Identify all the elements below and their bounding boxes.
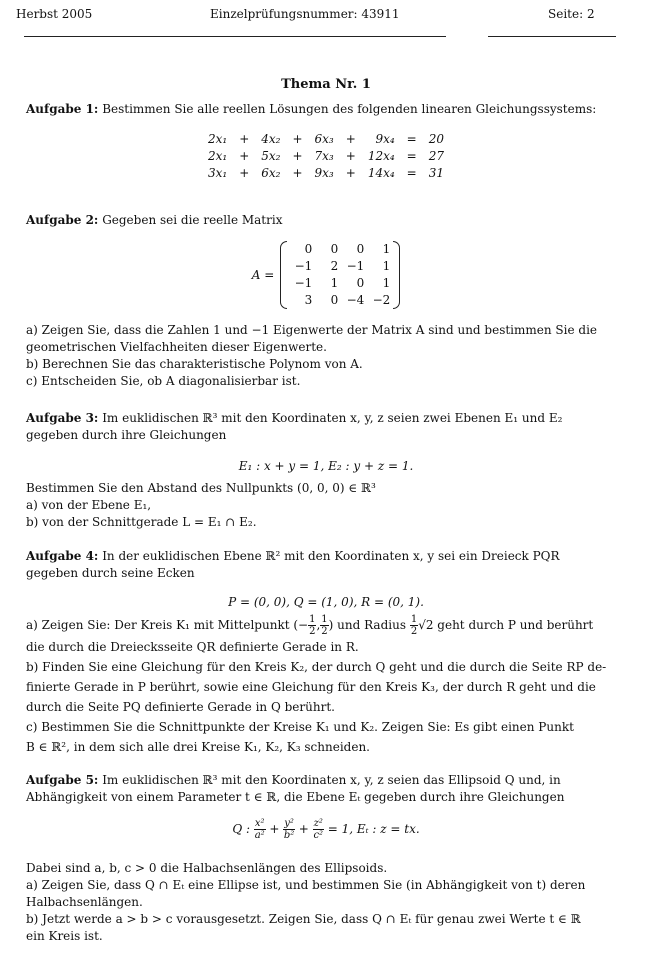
equation-cell: 20 — [428, 132, 445, 146]
equation-cell: 7x₃ — [314, 149, 334, 163]
matrix-lhs: A = — [251, 267, 275, 282]
matrix-entry: −1 — [294, 259, 313, 273]
matrix-entry: 3 — [304, 293, 313, 307]
matrix-row — [288, 275, 392, 292]
matrix-row — [288, 292, 392, 309]
matrix-entry: −4 — [346, 293, 365, 307]
equation-cell: + — [239, 132, 250, 146]
task-4-part-a-line2: die durch die Dreiecksseite QR definierte Gerade in R. — [26, 640, 359, 654]
header-rule-right — [488, 36, 616, 37]
task-3-text-line2: gegeben durch ihre Gleichungen — [26, 428, 227, 442]
equation-cell: 6x₃ — [314, 132, 334, 146]
task-5-text-line2: Abhängigkeit von einem Parameter t ∈ ℝ, die Ebene Eₜ gegeben durch ihre Gleichungen — [26, 790, 565, 804]
task-4-part-c-line1: c) Bestimmen Sie die Schnittpunkte der Kreise K₁ und K₂. Zeigen Sie: Es gibt einen Punkt — [26, 720, 574, 734]
equation-cell: 31 — [428, 166, 445, 180]
fraction-half-3: $\frac{1}{2}$ — [410, 614, 418, 637]
task-3-label: Aufgabe 3: — [26, 411, 99, 425]
task-1-text: Bestimmen Sie alle reellen Lösungen des folgenden linearen Gleichungssystems: — [102, 102, 597, 116]
task-4-part-a-pre: a) Zeigen Sie: Der Kreis K₁ mit Mittelpunkt (− — [26, 618, 309, 632]
fraction-z: $\frac{\text{z²}}{\text{c²}}$ — [313, 818, 324, 841]
equation-cell: 14x₄ — [367, 166, 395, 180]
task-4 — [26, 548, 626, 582]
task-3 — [26, 410, 626, 444]
fraction-half-2: $\frac{1}{2}$ — [321, 614, 328, 637]
task-4-part-a-end: √2 geht durch P und berührt — [418, 618, 594, 632]
equation-cell: 6x₂ — [261, 166, 281, 180]
equation-cell: + — [292, 166, 303, 180]
task-3-question: Bestimmen Sie den Abstand des Nullpunkts (0, 0, 0) ∈ ℝ³ — [26, 481, 376, 495]
matrix-entry: 1 — [382, 259, 391, 273]
matrix-entry: −2 — [372, 293, 391, 307]
equation-cell: + — [345, 132, 356, 146]
matrix-entry: 1 — [330, 276, 339, 290]
equation-cell: 4x₂ — [261, 132, 281, 146]
matrix-entry: 0 — [330, 242, 339, 256]
equation-cell: + — [345, 166, 356, 180]
equation-cell: 9x₄ — [375, 132, 395, 146]
task-4-label: Aufgabe 4: — [26, 549, 99, 563]
task-4-part-b-line2: finierte Gerade in P berührt, sowie eine Gleichung für den Kreis K₃, der durch R geht und die — [26, 680, 596, 694]
task-4-text-line2: gegeben durch seine Ecken — [26, 566, 195, 580]
task-2-part-b: b) Berechnen Sie das charakteristische Polynom von A. — [26, 357, 363, 371]
task-5-part-b-line2: ein Kreis ist. — [26, 929, 103, 943]
equation-row — [203, 131, 449, 148]
equation-cell: = — [406, 166, 417, 180]
equation-cell: 2x₁ — [207, 132, 228, 146]
matrix-entry: 2 — [330, 259, 339, 273]
task-4-part-a-line1: a) Zeigen Sie: Der Kreis K₁ mit Mittelpunkt (− $\frac{1}{2}$ , $\frac{1}{2}$ ) und Radius $\frac{1}{2}$ √2 geht durch P und berührt — [26, 614, 594, 637]
equation-cell: 3x₁ — [207, 166, 228, 180]
matrix-block — [26, 241, 626, 309]
ellipsoid-lhs: Q : — [232, 822, 251, 836]
task-5-label: Aufgabe 5: — [26, 773, 99, 787]
task-1-label: Aufgabe 1: — [26, 102, 99, 116]
equation-row — [203, 148, 449, 165]
linear-system — [26, 131, 626, 182]
task-2-part-c: c) Entscheiden Sie, ob A diagonalisierbar ist. — [26, 374, 301, 388]
task-2-text: Gegeben sei die reelle Matrix — [102, 213, 283, 227]
task-2-parts — [26, 322, 626, 390]
matrix-row — [288, 241, 392, 258]
task-5-part-b-line1: b) Jetzt werde a > b > c vorausgesetzt. Zeigen Sie, dass Q ∩ Eₜ für genau zwei Werte t ∈ ℝ — [26, 912, 581, 926]
task-5-equations: Q : $\frac{\text{x²}}{\text{a²}}$ + $\frac{\text{y²}}{\text{b²}}$ + $\frac{\text{z²}}{\text{c²}}$ = 1, Eₜ : z = tx. — [232, 818, 420, 841]
task-5-text-line1: Im euklidischen ℝ³ mit den Koordinaten x, y, z seien das Ellipsoid Q und, in — [102, 773, 561, 787]
task-4-parts — [26, 614, 626, 757]
task-3-text-line1: Im euklidischen ℝ³ mit den Koordinaten x, y, z seien zwei Ebenen E₁ und E₂ — [102, 411, 563, 425]
equation-cell: 2x₁ — [207, 149, 228, 163]
task-3-parts — [26, 480, 626, 531]
task-1 — [26, 101, 626, 118]
task-4-part-b-line1: b) Finden Sie eine Gleichung für den Kreis K₂, der durch Q geht und die durch die Seite RP de- — [26, 660, 607, 674]
equation-cell: 12x₄ — [367, 149, 395, 163]
equation-cell: 9x₃ — [314, 166, 334, 180]
matrix-entry: −1 — [346, 259, 365, 273]
matrix-entry: 0 — [356, 276, 365, 290]
task-3-part-a: a) von der Ebene E₁, — [26, 498, 152, 512]
task-4-vertices: P = (0, 0), Q = (1, 0), R = (0, 1). — [228, 595, 424, 609]
equation-cell: + — [345, 149, 356, 163]
equation-cell: = — [406, 132, 417, 146]
equation-cell: 27 — [428, 149, 445, 163]
task-2-part-a-line2: geometrischen Vielfachheiten dieser Eigenwerte. — [26, 340, 327, 354]
header-rule-left — [24, 36, 446, 37]
equation-table — [203, 131, 449, 182]
equation-cell: + — [239, 166, 250, 180]
equation-cell: + — [292, 132, 303, 146]
equation-cell: = — [406, 149, 417, 163]
equation-cell: + — [292, 149, 303, 163]
equation-row — [203, 165, 449, 182]
matrix-entry: 0 — [356, 242, 365, 256]
matrix-table — [288, 241, 392, 309]
task-4-part-c-line2: B ∈ ℝ², in dem sich alle drei Kreise K₁, K₂, K₃ schneiden. — [26, 740, 370, 754]
fraction-half-1: $\frac{1}{2}$ — [309, 614, 316, 637]
matrix-entry: 1 — [382, 242, 391, 256]
equation-cell: + — [239, 149, 250, 163]
matrix-entry: −1 — [294, 276, 313, 290]
matrix-entry: 0 — [330, 293, 339, 307]
equation-cell: 5x₂ — [261, 149, 281, 163]
header-exam-number: Einzelprüfungsnummer: 43911 — [210, 7, 400, 21]
header-term: Herbst 2005 — [16, 7, 93, 21]
task-5-definition: Dabei sind a, b, c > 0 die Halbachsenlängen des Ellipsoids. — [26, 861, 388, 875]
task-5-part-a-line2: Halbachsenlängen. — [26, 895, 143, 909]
task-5-parts — [26, 860, 626, 945]
task-3-equations: E₁ : x + y = 1, E₂ : y + z = 1. — [238, 459, 414, 473]
matrix-entry: 1 — [382, 276, 391, 290]
task-2-label: Aufgabe 2: — [26, 213, 99, 227]
task-5-part-a-line1: a) Zeigen Sie, dass Q ∩ Eₜ eine Ellipse ist, und bestimmen Sie (in Abhängigkeit von t) deren — [26, 878, 586, 892]
header-page-number: Seite: 2 — [548, 7, 595, 21]
fraction-x: $\frac{\text{x²}}{\text{a²}}$ — [254, 818, 265, 841]
ellipsoid-rhs: = 1, Eₜ : z = tx. — [327, 822, 420, 836]
task-3-part-b: b) von der Schnittgerade L = E₁ ∩ E₂. — [26, 515, 257, 529]
task-5 — [26, 772, 626, 806]
matrix-entry: 0 — [304, 242, 313, 256]
task-2 — [26, 212, 626, 229]
task-2-part-a-line1: a) Zeigen Sie, dass die Zahlen 1 und −1 Eigenwerte der Matrix A sind und bestimmen Sie die — [26, 323, 598, 337]
fraction-y: $\frac{\text{y²}}{\text{b²}}$ — [283, 818, 295, 841]
topic-title: Thema Nr. 1 — [281, 77, 371, 92]
matrix-brackets — [280, 241, 400, 309]
task-4-part-b-line3: durch die Seite PQ definierte Gerade in Q berührt. — [26, 700, 335, 714]
matrix-row — [288, 258, 392, 275]
task-4-text-line1: In der euklidischen Ebene ℝ² mit den Koordinaten x, y sei ein Dreieck PQR — [102, 549, 560, 563]
